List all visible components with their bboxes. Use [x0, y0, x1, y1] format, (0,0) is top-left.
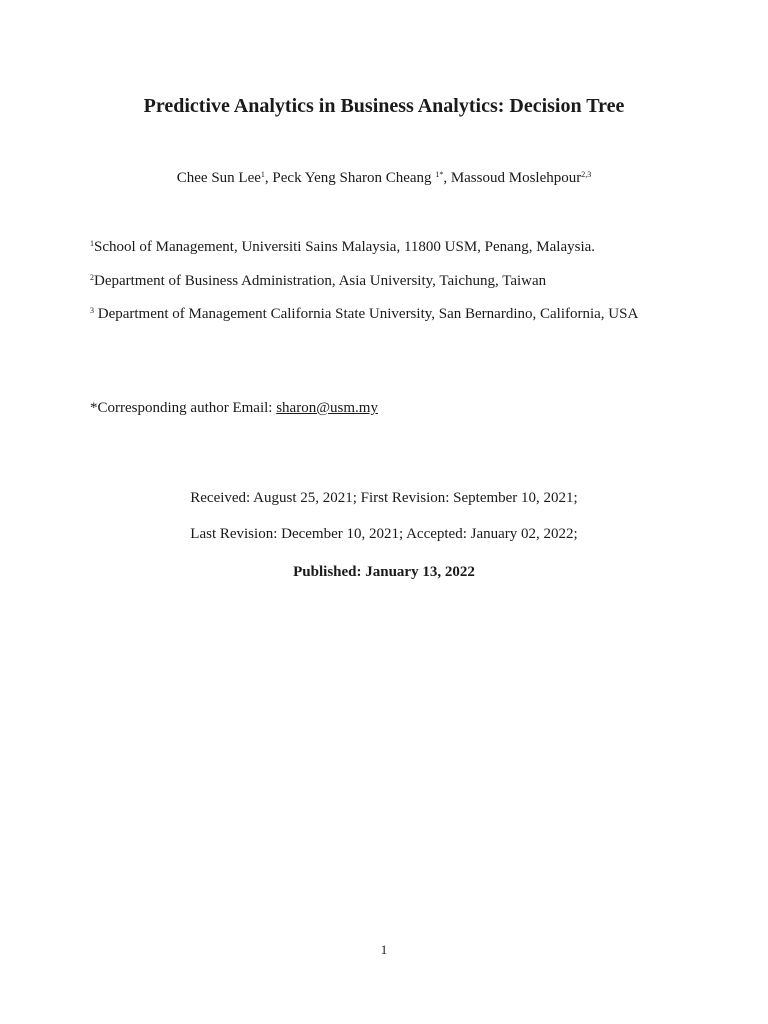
received-revision-dates: Received: August 25, 2021; First Revision: September 10, 2021; [190, 490, 578, 506]
affiliation-1 [90, 236, 680, 258]
author-separator: , [264, 170, 273, 186]
affiliation-3 [90, 303, 680, 325]
corresponding-author [90, 400, 378, 417]
affiliation-text: School of Management, Universiti Sains Malaysia, 11800 USM, Penang, Malaysia. [94, 239, 596, 255]
author-affiliation-marker: 2,3 [581, 170, 592, 179]
author-affiliation-marker: 1 [260, 170, 265, 179]
affiliation-text: Department of Management California State University, San Bernardino, California, USA [94, 306, 639, 322]
corresponding-email-link[interactable]: sharon@usm.my [276, 400, 378, 416]
published-date: Published: January 13, 2022 [293, 564, 475, 580]
author-name: Massoud Moslehpour [450, 170, 582, 186]
author-affiliation-marker: 1* [435, 170, 444, 179]
paper-title: Predictive Analytics in Business Analytics: Decision Tree [143, 95, 625, 117]
affiliation-marker: 1 [90, 239, 94, 248]
author-name: Chee Sun Lee [176, 170, 261, 186]
author-name: Peck Yeng Sharon Cheang [272, 170, 436, 186]
page-number: 1 [380, 942, 388, 957]
author-separator: , [443, 170, 451, 186]
author-list [0, 170, 768, 187]
affiliation-text: Department of Business Administration, Asia University, Taichung, Taiwan [94, 273, 547, 289]
revision-accepted-dates: Last Revision: December 10, 2021; Accepted: January 02, 2022; [190, 526, 578, 542]
corresponding-author-label: *Corresponding author Email: [90, 400, 277, 416]
affiliation-marker: 2 [90, 273, 94, 282]
affiliation-marker: 3 [90, 306, 94, 315]
affiliation-2 [90, 270, 680, 292]
